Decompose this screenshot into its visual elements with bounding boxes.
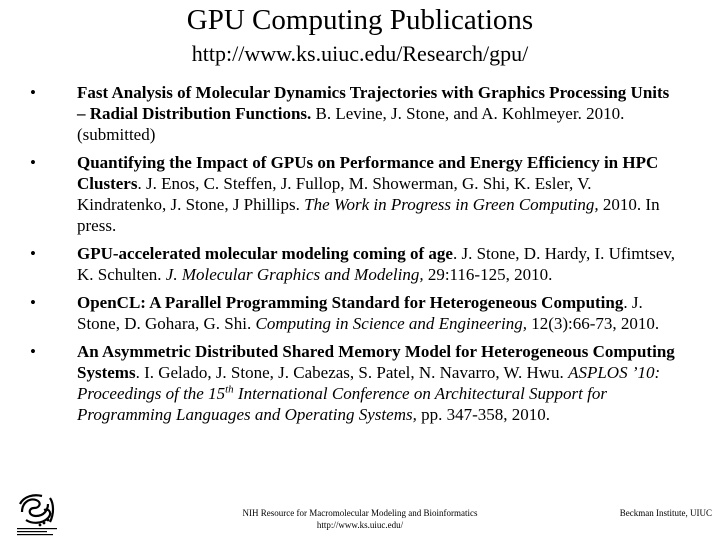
publication-title: Quantifying the Impact of GPUs on Performance and Energy Efficiency in HPC Clusters	[77, 153, 659, 193]
page-url: http://www.ks.uiuc.edu/Research/gpu/	[191, 41, 529, 66]
publication-venue: The Work in Progress in Green Computing,	[304, 195, 599, 214]
publication-venue: Computing in Science and Engineering,	[255, 314, 527, 333]
publication-details: 2010. In press.	[77, 195, 660, 235]
publication-list	[30, 82, 680, 432]
publication-details: pp. 347-358, 2010.	[416, 405, 551, 424]
publication-title: GPU-accelerated molecular modeling coming of age	[77, 244, 453, 263]
publication-item	[30, 243, 680, 285]
footer-resource	[200, 507, 520, 531]
publication-title: Fast Analysis of Molecular Dynamics Trajectories with Graphics Processing Units – Radial Distribution Functions.	[77, 83, 670, 123]
bullet-icon: •	[30, 293, 36, 312]
publication-venue-continued: International Conference on Architectural Support for Programming Languages and Operating Systems,	[77, 384, 607, 424]
bullet-icon: •	[30, 244, 36, 263]
bullet-icon: •	[30, 83, 36, 102]
tcbg-logo-icon	[14, 490, 60, 536]
publication-details: 29:116-125, 2010.	[423, 265, 553, 284]
publication-authors: . J. Stone, D. Gohara, G. Shi.	[77, 293, 643, 333]
publication-title: OpenCL: A Parallel Programming Standard for Heterogeneous Computing	[77, 293, 624, 312]
publication-item	[30, 152, 680, 236]
publication-venue-superscript: th	[225, 383, 234, 396]
publication-item	[30, 82, 680, 145]
publication-authors: . J. Stone, D. Hardy, I. Ufimtsev, K. Schulten.	[77, 244, 676, 284]
publication-authors: . J. Enos, C. Steffen, J. Fullop, M. Showerman, G. Shi, K. Esler, V. Kindratenko, J. Stone, J Phillips.	[77, 174, 592, 214]
publication-item	[30, 341, 680, 425]
publication-item	[30, 292, 680, 334]
bullet-icon: •	[30, 342, 36, 361]
publication-venue: ASPLOS ’10: Proceedings of the 15	[77, 363, 661, 403]
footer-institution: Beckman Institute, UIUC	[619, 508, 712, 518]
publication-authors: . I. Gelado, J. Stone, J. Cabezas, S. Patel, N. Navarro, W. Hwu.	[135, 363, 569, 382]
footer-resource-url[interactable]: http://www.ks.uiuc.edu/	[316, 520, 404, 530]
footer-resource-name: NIH Resource for Macromolecular Modeling and Bioinformatics	[242, 508, 478, 518]
publication-details: 12(3):66-73, 2010.	[526, 314, 660, 333]
publication-authors: B. Levine, J. Stone, and A. Kohlmeyer. 2010. (submitted)	[77, 104, 625, 144]
page-title: GPU Computing Publications	[186, 4, 534, 36]
bullet-icon: •	[30, 153, 36, 172]
publication-venue: J. Molecular Graphics and Modeling,	[165, 265, 424, 284]
publication-title: An Asymmetric Distributed Shared Memory Model for Heterogeneous Computing Systems	[77, 342, 675, 382]
